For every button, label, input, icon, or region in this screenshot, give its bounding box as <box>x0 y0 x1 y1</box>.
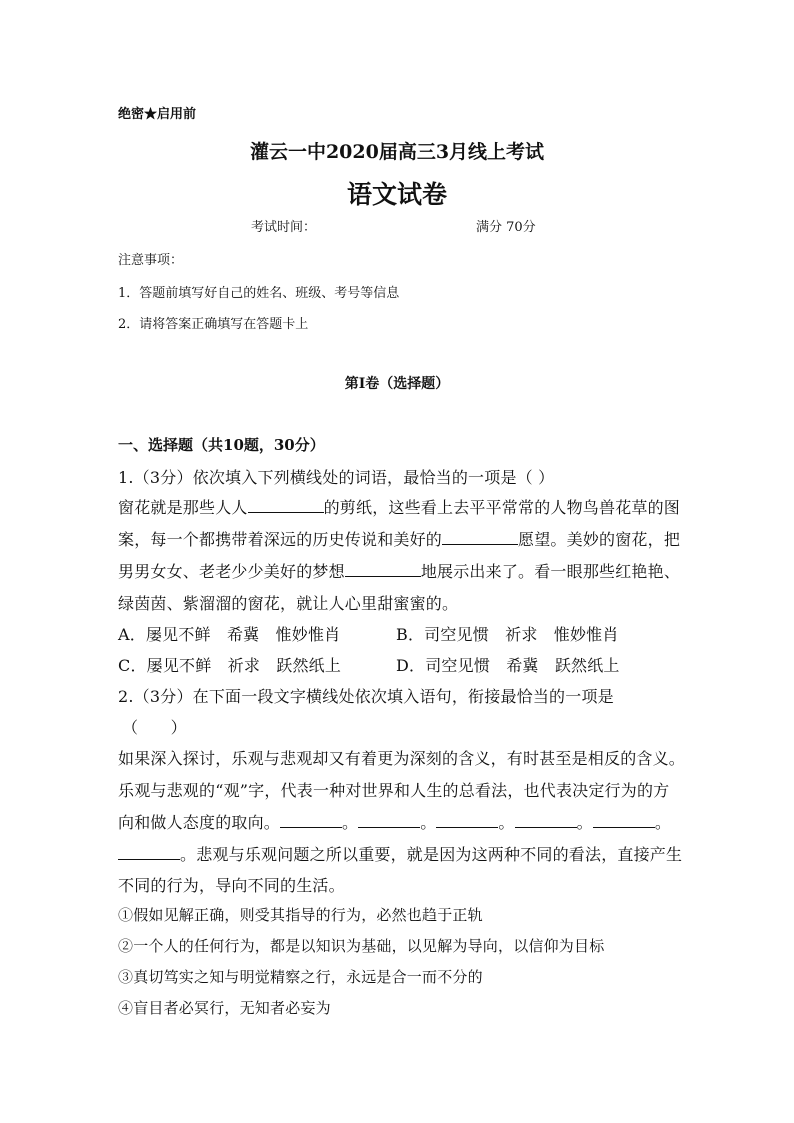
q1-p3b: 地展示出来了。看一眼那些红艳艳、 <box>420 562 681 581</box>
secret-mark: 绝密★启用前 <box>118 107 197 122</box>
q1-p1b: 的剪纸，这些看上去平平常常的人物鸟兽花草的图 <box>323 498 681 517</box>
q1-passage-line-3 <box>118 559 680 582</box>
q2-passage-line-2: 乐观与悲观的“观”字，代表一种对世界和人生的总看法，也代表决定行为的方 <box>118 781 670 800</box>
q2-passage-line-4 <box>118 842 682 865</box>
fill-blank <box>593 813 655 828</box>
q1-p1a: 窗花就是那些人人 <box>118 498 248 517</box>
q1-stem: 1.（3分）依次填入下列横线处的词语，最恰当的一项是（ ） <box>118 468 555 487</box>
q2-stem: 2.（3分）在下面一段文字横线处依次填入语句，衔接最恰当的一项是 <box>118 687 614 706</box>
fill-blank <box>442 530 518 545</box>
notes-heading: 注意事项： <box>118 253 184 268</box>
q2-passage-line-1: 如果深入探讨，乐观与悲观却又有着更为深刻的含义，有时甚至是相反的含义。 <box>118 749 686 768</box>
period: 。 <box>342 813 359 832</box>
q2-answer-paren: （ ） <box>122 718 187 737</box>
exam-time-label: 考试时间： <box>251 220 317 235</box>
paper-title: 语文试卷 <box>346 180 447 209</box>
fill-blank <box>248 498 324 513</box>
period: 。 <box>498 813 515 832</box>
fill-blank <box>358 813 420 828</box>
section-title: 一、选择题（共10题，30分） <box>118 436 325 454</box>
q1-p2a: 案，每一个都携带着深远的历史传说和美好的 <box>118 530 443 549</box>
q2-sentence-3: ③真切笃实之知与明觉精察之行，永远是合一而不分的 <box>118 968 483 986</box>
period: 。 <box>654 813 672 832</box>
fill-blank <box>345 562 421 577</box>
q2-passage-line-5: 不同的行为，导向不同的生活。 <box>118 876 345 895</box>
fill-blank <box>118 845 180 860</box>
period: 。 <box>420 813 437 832</box>
period: 。 <box>576 813 593 832</box>
q1-p3a: 男男女女、老老少少美好的梦想 <box>118 562 345 581</box>
q2-p3: 向和做人态度的取向。 <box>118 813 281 832</box>
note-item-1: 1．答题前填写好自己的姓名、班级、考号等信息 <box>118 286 400 301</box>
q1-option-a: A．屡见不鲜 希冀 惟妙惟肖 <box>118 625 341 644</box>
part-title: 第I卷（选择题） <box>344 376 450 392</box>
note-item-2: 2．请将答案正确填写在答题卡上 <box>118 317 309 332</box>
full-score-label: 满分 70分 <box>476 220 536 235</box>
q2-passage-line-3 <box>118 810 671 833</box>
fill-blank <box>436 813 498 828</box>
q1-option-b: B．司空见惯 祈求 惟妙惟肖 <box>396 625 619 644</box>
q2-sentence-4: ④盲目者必冥行，无知者必妄为 <box>118 999 331 1017</box>
fill-blank <box>515 813 577 828</box>
exam-title: 灌云一中2020届高三3月线上考试 <box>249 141 545 163</box>
q1-option-d: D．司空见惯 希冀 跃然纸上 <box>396 656 620 675</box>
q1-passage-line-4: 绿茵茵、紫溜溜的窗花，就让人心里甜蜜蜜的。 <box>118 594 459 613</box>
q2-sentence-1: ①假如见解正确，则受其指导的行为，必然也趋于正轨 <box>118 906 483 924</box>
q1-option-c: C．屡见不鲜 祈求 跃然纸上 <box>118 656 342 675</box>
q2-p4b: 。悲观与乐观问题之所以重要，就是因为这两种不同的看法，直接产生 <box>180 845 683 864</box>
fill-blank <box>280 813 342 828</box>
q1-p2b: 愿望。美妙的窗花，把 <box>518 530 681 549</box>
q1-passage-line-2 <box>118 527 680 550</box>
q1-passage-line-1 <box>118 495 680 518</box>
q2-sentence-2: ②一个人的任何行为，都是以知识为基础，以见解为导向，以信仰为目标 <box>118 937 605 955</box>
